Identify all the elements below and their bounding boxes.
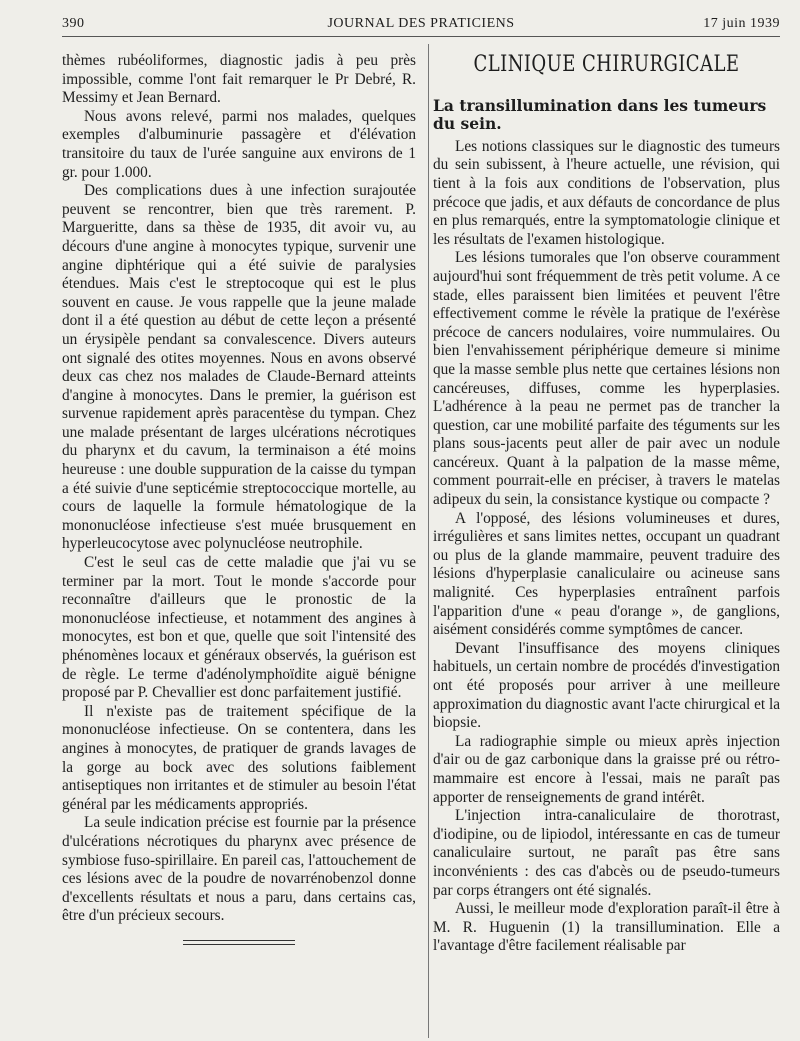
paragraph: Devant l'insuffisance des moyens cliniques habituels, un certain nombre de procédés d'investigation ont été proposés pour arriver à une meilleure approximation du diagnostic avant l'acte chirurgical et la biopsie. <box>433 639 780 732</box>
article-title: La transillumination dans les tumeurs du sein. <box>433 95 767 134</box>
page-number: 390 <box>62 16 85 31</box>
paragraph: A l'opposé, des lésions volumineuses et dures, irrégulières et sans limites nettes, occupant un quadrant ou plus de la glande mammaire, peuvent traduire des lésions d'hyperplasie canaliculaire ou acineuse sans malignité. Ces hyperplasies entraînent parfois l'apparition d'une « peau d'orange », de ganglions, aisément considérés comme symptômes de cancer. <box>433 509 780 639</box>
paragraph: Des complications dues à une infection surajoutée peuvent se rencontrer, bien que très rarement. P. Margueritte, dans sa thèse de 1935, dit avoir vu, au décours d'une angine à monocytes typique, survenir une angine diphtérique qui a été suivie de paralysies étendues. Mais c'est le streptocoque qui est le plus souvent en cause. Je vous rappelle que la jeune malade dont il a été question au début de cette leçon a présenté un érysipèle pendant sa convalescence. Divers auteurs ont signalé des otites moyennes. Nous en avons observé deux cas chez nos malades de Claude-Bernard atteints d'angine à monocytes. Dans le premier, la guérison est survenue rapidement après paracentèse du tympan. Chez une malade présentant de larges ulcérations nécrotiques du pharynx et du cavum, la terminaison a été moins heureuse : une double suppuration de la caisse du tympan a été suivie d'une septicémie streptococcique mortelle, au cours de laquelle la formule hématologique de la mononucléose infectieuse s'est muée brusquement en hyperleucocytose avec polynucléose neutrophile. <box>62 182 416 553</box>
right-column <box>433 52 780 956</box>
column-divider <box>428 44 429 1038</box>
paragraph: L'injection intra-canaliculaire de thorotrast, d'iodipine, ou de lipiodol, intéressante en cas de tumeur canaliculaire surtout, ne paraît pas être sans inconvénients : des cas d'abcès ou de pseudo-tumeurs par corps étrangers ont été signalés. <box>433 807 780 899</box>
left-column <box>62 52 416 948</box>
paragraph: Les notions classiques sur le diagnostic des tumeurs du sein subissent, à l'heure actuelle, une révision, qui tient à la fois aux conditions de l'observation, plus précoce que jadis, et aux défauts de concordance de plus en plus remarqués, entre la symptomatologie clinique et les résultats de l'examen histologique. <box>433 137 780 248</box>
paragraph: Nous avons relevé, parmi nos malades, quelques exemples d'albuminurie passagère et d'élévation transitoire du taux de l'urée sanguine aux environs de 1 gr. pour 1.000. <box>62 107 416 181</box>
issue-date: 17 juin 1939 <box>703 16 780 31</box>
end-of-article-rule <box>183 940 295 948</box>
paragraph: Les lésions tumorales que l'on observe couramment aujourd'hui sont fréquemment de très petit volume. A ce stade, elles paraissent bien limitées et peuvent l'être effectivement comme le révèle la pratique de l'exérèse précoce de cancers nodulaires, voire nummulaires. Ou bien l'envahissement périphérique demeure si minime que la masse semble plus nette que certaines lésions non cancéreuses, diffuses, comme les hyperplasies. L'adhérence à la peau ne permet pas de trancher la question, car une mobilité parfaite des téguments sur les plans sous-jacents peut aller de pair avec un nodule cancéreux. Quant à la palpation de la masse même, comment pourrait-elle en préciser, à travers le matelas adipeux du sein, la consistance kystique ou compacte ? <box>433 249 780 509</box>
section-title: CLINIQUE CHIRURGICALE <box>473 52 740 77</box>
paragraph: C'est le seul cas de cette maladie que j'ai vu se terminer par la mort. Tout le monde s'accorde pour reconnaître d'ailleurs que le pronostic de la mononucléose infectieuse, et notamment des angines à monocytes, est bon et que, quelle que soit l'intensité des phénomènes locaux et généraux observés, la guérison est de règle. Le terme d'adénolymphoïdite aiguë bénigne proposé par P. Chevallier est donc parfaitement justifié. <box>62 554 416 702</box>
paragraph: Aussi, le meilleur mode d'exploration paraît-il être à M. R. Huguenin (1) la transillumination. Elle a l'avantage d'être facilement réalisable par <box>433 900 780 955</box>
paragraph: thèmes rubéoliformes, diagnostic jadis à peu près impossible, comme l'ont fait remarquer le Pr Debré, R. Messimy et Jean Bernard. <box>62 52 416 107</box>
page-header <box>62 12 780 37</box>
paragraph: Il n'existe pas de traitement spécifique de la mononucléose infectieuse. On se contentera, dans les angines à monocytes, de pratiquer de grands lavages de la gorge au bock avec des solutions faiblement antiseptiques non irritantes et de stimuler au besoin l'état général par les médicaments appropriés. <box>62 702 416 813</box>
paragraph: La radiographie simple ou mieux après injection d'air ou de gaz carbonique dans la graisse pré ou rétro-mammaire est encore à l'essai, mais ne paraît pas apporter de renseignements de grand intérêt. <box>433 732 780 806</box>
paragraph: La seule indication précise est fournie par la présence d'ulcérations nécrotiques du pharynx avec présence de symbiose fuso-spirillaire. En pareil cas, l'attouchement de ces lésions avec de la poudre de novarrénobenzol donne d'excellents résultats et nous a paru, dans certains cas, être d'un précieux secours. <box>62 814 416 925</box>
journal-title: JOURNAL DES PRATICIENS <box>327 16 515 31</box>
